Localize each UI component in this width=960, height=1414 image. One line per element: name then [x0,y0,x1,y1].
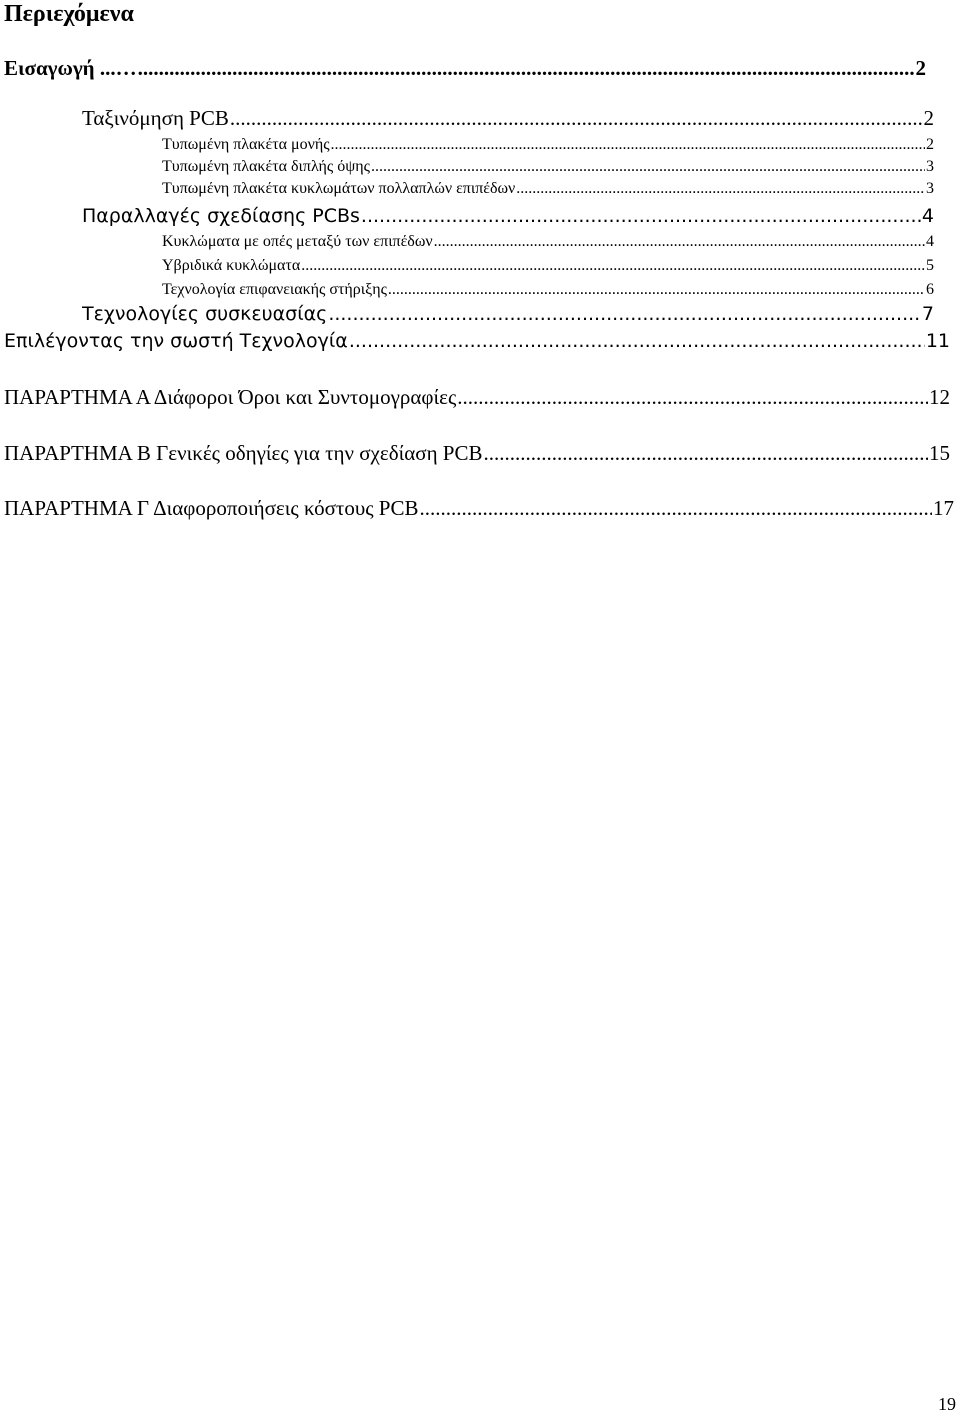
toc-entry-smt[interactable] [162,281,934,299]
toc-title: Περιεχόμενα [4,1,134,27]
toc-leader-dots [230,106,923,131]
toc-entry-text: ΠΑΡΑΡΤΗΜΑ Β Γενικές οδηγίες για την σχεδίαση PCB [4,441,483,465]
toc-entry-page: 17 [933,496,954,520]
toc-leader-dots [516,180,925,198]
toc-entry-page: 2 [923,106,934,130]
toc-entry-design-variations[interactable] [82,205,934,227]
toc-entry-introduction[interactable] [4,56,926,81]
toc-leader-dots [457,385,928,410]
toc-entry-double-sided[interactable] [162,158,934,176]
toc-entry-text: Ταξινόμηση PCB [82,106,229,130]
toc-leader-dots [138,56,915,81]
toc-leader-dots [301,257,925,275]
toc-entry-page: 4 [926,233,934,250]
toc-entry-page: 6 [926,281,934,298]
toc-leader-dots [484,441,929,466]
toc-entry-page: 2 [915,56,926,80]
toc-entry-text: ΠΑΡΑΡΤΗΜΑ Α Διάφοροι Όροι και Συντομογραφίες [4,385,457,409]
toc-leader-dots [349,330,925,352]
toc-entry-text: Τυπωμένη πλακέτα μονής [162,136,330,153]
toc-leader-dots [434,233,925,251]
toc-entry-pcb-classification[interactable] [82,106,934,131]
toc-entry-appendix-c[interactable] [4,496,954,521]
toc-entry-page: 2 [926,136,934,153]
toc-entry-page: 12 [929,385,950,409]
toc-entry-text: Εισαγωγή ...… [4,56,137,80]
toc-entry-page: 15 [929,441,950,465]
toc-entry-text: Τεχνολογία επιφανειακής στήριξης [162,281,387,298]
toc-entry-single-sided[interactable] [162,136,934,154]
toc-entry-page: 3 [926,180,934,197]
toc-entry-page: 7 [921,303,934,325]
toc-entry-appendix-a[interactable] [4,385,950,410]
toc-entry-text: Υβριδικά κυκλώματα [162,257,301,274]
toc-leader-dots [388,281,925,299]
toc-entry-page: 11 [925,330,950,352]
toc-leader-dots [371,158,925,176]
toc-entry-hybrid[interactable] [162,257,934,275]
toc-leader-dots [328,303,921,325]
toc-entry-page: 3 [926,158,934,175]
toc-entry-choosing-technology[interactable] [4,330,950,352]
toc-entry-vias[interactable] [162,233,934,251]
toc-entry-text: Τυπωμένη πλακέτα κυκλωμάτων πολλαπλών επιπέδων [162,180,516,197]
toc-entry-text: Τεχνολογίες συσκευασίας [82,303,328,325]
toc-entry-page: 5 [926,257,934,274]
toc-entry-text: Τυπωμένη πλακέτα διπλής όψης [162,158,370,175]
toc-entry-text: ΠΑΡΑΡΤΗΜΑ Γ Διαφοροποιήσεις κόστους PCB [4,496,419,520]
toc-entry-page: 4 [921,205,934,227]
toc-entry-text: Κυκλώματα με οπές μεταξύ των επιπέδων [162,233,433,250]
toc-leader-dots [419,496,932,521]
page-number: 19 [938,1394,956,1414]
toc-entry-appendix-b[interactable] [4,441,950,466]
toc-entry-text: Επιλέγοντας την σωστή Τεχνολογία [4,330,348,352]
toc-leader-dots [361,205,921,227]
toc-entry-packaging[interactable] [82,303,934,325]
toc-entry-multilayer[interactable] [162,180,934,198]
toc-entry-text: Παραλλαγές σχεδίασης PCBs [82,205,360,227]
toc-leader-dots [331,136,925,154]
